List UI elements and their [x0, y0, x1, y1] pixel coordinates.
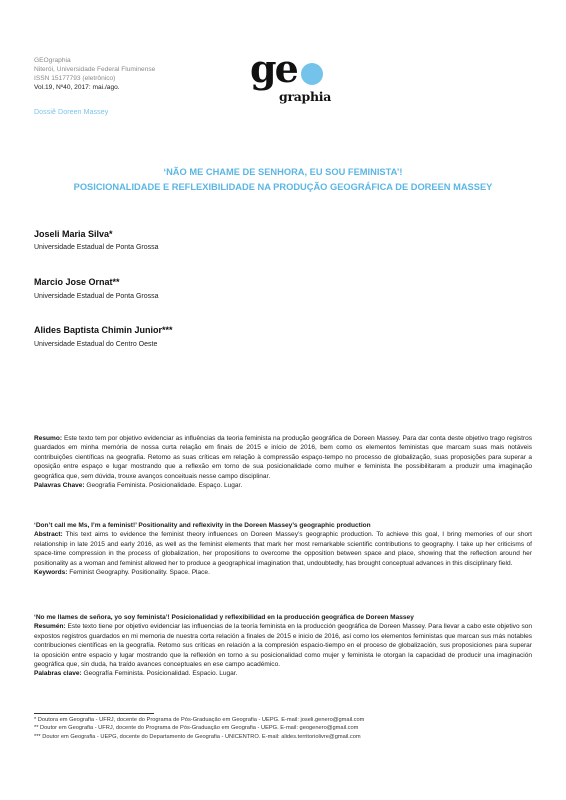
- abstract-title: ‘Don’t call me Ms, I’m a feminist!’ Positionality and reflexivity in the Doreen Massey’s geographic production: [34, 522, 371, 529]
- footnote-item: *** Doutor em Geografia - UEPG, docente do Departamento de Geografia - UNICENTRO. E-mail: alides.territoriolivre@gmail.com: [34, 733, 361, 740]
- resumo-keywords-label: Palavras Chave:: [34, 482, 85, 490]
- author-name: Alides Baptista Chimin Junior***: [34, 325, 173, 335]
- journal-publisher: Niterói, Universidade Federal Fluminense: [34, 66, 156, 73]
- resumo-text: Este texto tem por objetivo evidenciar as influências da teoria feminista na produção geográfica de Doreen Massey. Para dar conta deste objetivo trago registros guardados em minha memória de nossa curta relação em finais de 2015 e início de 2016, bem como os elementos feministas que marcam suas mais notáveis contribuições científicas na geografia. Retomo as suas críticas em relação à compressão espaço-tempo no processo de globalização, suas proposições para superar a oposição entre espaço e lugar mostrando que a reflexão em torno de sua posicionalidade como mulher e feminista lhe possibilitaram a produzir uma imaginação geográfica que, sem dúvida, trouxe avanços conceituais nesse campo disciplinar.: [34, 435, 532, 480]
- resumen-keywords: Geografía Feminista. Posicionalidad. Espacio. Lugar.: [81, 670, 238, 678]
- resumen-block: [34, 613, 532, 679]
- resumen-text: Este texto tiene por objetivo evidenciar las influencias de la teoría feminista en la producción geográfica de Doreen Massey. Para llevar a cabo este objetivo son expostos registros guardados en mi memoria de nuestra corta relación a finales de 2015 e inicio de 2016, así como los elementos feministas que marcan sus más notables contribuciones científicas en la geografía. Retomo sus críticas en relación a la compresión espacio-tiempo en el proceso de globalización, sus proposiciones para superar la oposición entre espacio y lugar mostrando que la reflexión en torno a su posicionalidad como mujer y feminista le otorgan la capacidad de producir una imaginación geográfica que, sin duda, ha traído avances conceptuales en ese campo académico.: [34, 623, 532, 669]
- journal-issn: ISSN 15177793 (eletrônico): [34, 75, 116, 82]
- author-affiliation: Universidade Estadual de Ponta Grossa: [34, 244, 159, 251]
- logo-circle-icon: [301, 63, 323, 85]
- section-label: Dossiê Doreen Massey: [34, 109, 109, 116]
- abstract-keywords: Feminist Geography. Positionality. Space. Place.: [67, 569, 210, 577]
- geographia-logo: [250, 46, 332, 112]
- article-title-line2: POSICIONALIDADE E REFLEXIBILIDADE NA PRODUÇÃO GEOGRÁFICA DE DOREEN MASSEY: [73, 182, 493, 192]
- author-affiliation: Universidade Estadual do Centro Oeste: [34, 341, 158, 348]
- footnote-divider: [34, 713, 154, 714]
- resumo-keywords: Geografia Feminista. Posicionalidade. Espaço. Lugar.: [84, 482, 243, 490]
- author-affiliation: Universidade Estadual de Ponta Grossa: [34, 293, 159, 300]
- author-name: Joseli Maria Silva*: [34, 229, 113, 239]
- resumen-label: Resumén:: [34, 623, 66, 631]
- article-title: [0, 165, 566, 195]
- footnote-item: ** Doutor em Geografia - UFRJ, docente do Programa de Pós-Graduação em Geografia - UEPG. E-mail: geogenero@gmail.com: [34, 725, 359, 732]
- journal-name: GEOgraphia: [34, 57, 71, 64]
- logo-graphia-text: graphia: [279, 89, 332, 104]
- abstract-keywords-label: Keywords:: [34, 569, 68, 577]
- journal-volume: Vol.19, Nº40, 2017: mai./ago.: [34, 84, 120, 91]
- article-title-line1: ‘NÃO ME CHAME DE SENHORA, EU SOU FEMINISTA’!: [163, 167, 403, 177]
- resumo-block: [34, 434, 532, 490]
- footnote-item: * Doutora em Geografia - UFRJ, docente do Programa de Pós-Graduação em Geografia - UEPG. E-mail: joseli.genero@gmail.com: [34, 717, 365, 723]
- resumen-keywords-label: Palabras clave:: [34, 670, 82, 678]
- resumen-title: ‘No me llames de señora, yo soy feminista’! Posicionalidad y reflexibilidad en la producción geográfica de Doreen Massey: [34, 614, 414, 621]
- footnotes: [34, 716, 364, 741]
- journal-meta: [34, 56, 155, 92]
- abstract-text: This text aims to evidence the feminist theory influences on Doreen Massey’s geographic production. To achieve this goal, I bring memories of our short relationship in late 2015 and early 2016, as well as the feminist elements that mark her most remarkable scientific contributions to geography. I take up her criticisms of space-time compression in the process of globalization, her propositions to overcome the opposition between space and place, showing that the reflection around her positionality as a woman and feminist allowed her to produce a geographical imagination that, undoubtedly, has brought conceptual advances in this disciplinary field.: [34, 531, 532, 567]
- abstract-block: [34, 521, 532, 577]
- logo-ge-text: ge: [250, 46, 297, 91]
- abstract-label: Abstract:: [34, 531, 63, 539]
- author-name: Marcio Jose Ornat**: [34, 277, 120, 287]
- resumo-label: Resumo:: [34, 435, 63, 442]
